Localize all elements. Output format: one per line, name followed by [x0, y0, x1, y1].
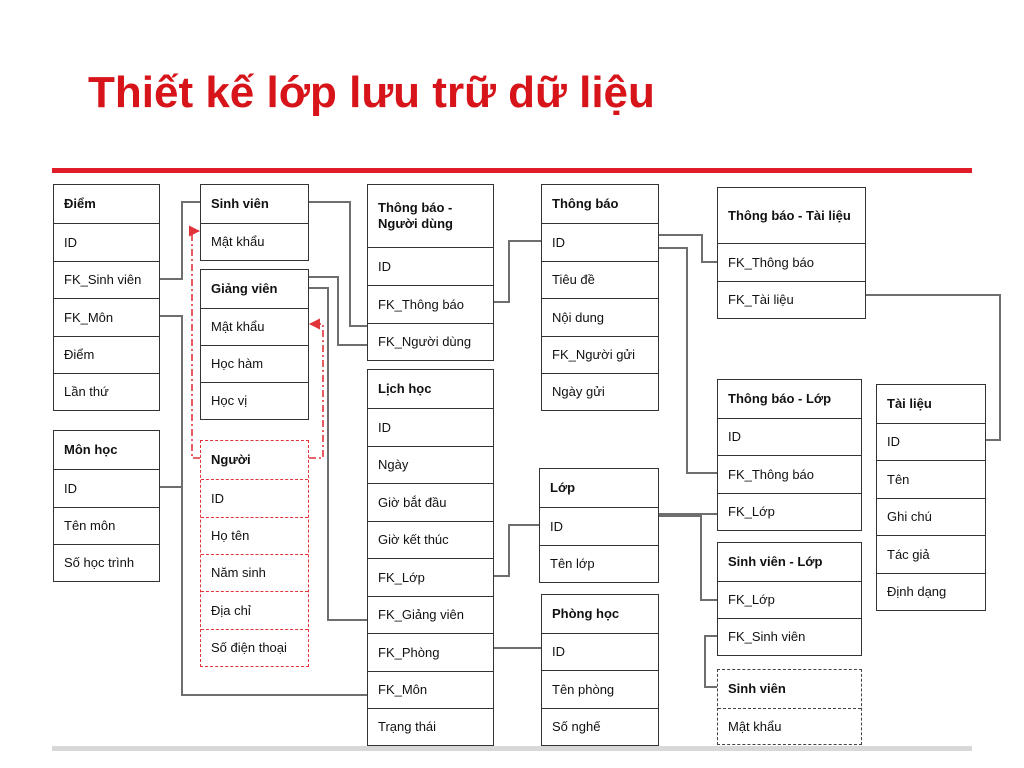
field-nguoi-nam-sinh: Năm sinh: [201, 554, 308, 591]
table-sinh-vien-ref[interactable]: [717, 669, 862, 745]
field-lich-hoc-trang-thai: Trạng thái: [368, 708, 493, 745]
table-sinh-vien-lop-header: Sinh viên - Lớp: [728, 554, 823, 569]
table-thong-bao[interactable]: [541, 184, 659, 411]
table-mon-hoc-header: Môn học: [64, 442, 118, 457]
connector-lichhoc-lop: [494, 525, 539, 576]
table-diem-header: Điểm: [64, 196, 96, 211]
field-tblop-id: ID: [718, 418, 861, 455]
table-thong-bao-lop-header: Thông báo - Lớp: [728, 391, 832, 406]
field-nguoi-id: ID: [201, 479, 308, 517]
table-lich-hoc-header: Lịch học: [378, 381, 432, 396]
field-tbtl-fk-thong-bao: FK_Thông báo: [718, 243, 865, 281]
table-giang-vien[interactable]: [200, 269, 309, 420]
field-diem-diem: Điểm: [54, 336, 159, 373]
table-sinh-vien-lop[interactable]: [717, 542, 862, 656]
field-sinh-vien-mat-khau: Mật khẩu: [201, 223, 308, 260]
field-lich-hoc-fk-giang-vien: FK_Giảng viên: [368, 596, 493, 633]
field-tbtl-fk-tai-lieu: FK_Tài liệu: [718, 281, 865, 318]
table-lop[interactable]: [539, 468, 659, 583]
inheritance-nguoi-sinhvien: [192, 231, 200, 458]
field-nguoi-dia-chi: Địa chỉ: [201, 591, 308, 629]
field-tbnd-fk-thong-bao: FK_Thông báo: [368, 285, 493, 323]
table-lich-hoc[interactable]: [367, 369, 494, 746]
field-tbnd-fk-nguoi-dung: FK_Người dùng: [368, 323, 493, 360]
field-giang-vien-mat-khau: Mật khẩu: [201, 308, 308, 345]
field-thong-bao-tieu-de: Tiêu đề: [542, 261, 658, 298]
inheritance-nguoi-giangvien: [309, 324, 323, 458]
field-svlop-fk-sinh-vien: FK_Sinh viên: [718, 618, 861, 655]
field-tai-lieu-id: ID: [877, 423, 985, 460]
table-sinh-vien[interactable]: [200, 184, 309, 261]
field-lop-ten-lop: Tên lớp: [540, 545, 658, 582]
field-phong-hoc-ten-phong: Tên phòng: [542, 670, 658, 708]
field-thong-bao-noi-dung: Nội dung: [542, 298, 658, 336]
field-svlop-fk-lop: FK_Lớp: [718, 581, 861, 618]
field-lich-hoc-fk-phong: FK_Phòng: [368, 633, 493, 671]
field-lich-hoc-fk-lop: FK_Lớp: [368, 558, 493, 596]
field-tbnd-id: ID: [368, 247, 493, 285]
field-mon-hoc-so-hoc-trinh: Số học trình: [54, 544, 159, 581]
connector-tbnd-thongbao: [494, 241, 541, 302]
table-diem[interactable]: [53, 184, 160, 411]
field-thong-bao-id: ID: [542, 223, 658, 261]
connector-diem-monhoc: [160, 316, 182, 487]
table-thong-bao-lop[interactable]: [717, 379, 862, 531]
field-thong-bao-fk-nguoi-gui: FK_Người gửi: [542, 336, 658, 373]
table-thong-bao-nguoi-dung[interactable]: [367, 184, 494, 361]
table-sinh-vien-ref-header: Sinh viên: [728, 681, 786, 696]
field-lich-hoc-gio-bat-dau: Giờ bắt đầu: [368, 483, 493, 521]
field-diem-id: ID: [54, 223, 159, 261]
field-tai-lieu-tac-gia: Tác giả: [877, 535, 985, 573]
field-nguoi-ho-ten: Họ tên: [201, 517, 308, 554]
field-diem-fk-sinh-vien: FK_Sinh viên: [54, 261, 159, 298]
connector-lop-svlop: [659, 516, 717, 600]
field-giang-vien-hoc-vi: Học vị: [201, 382, 308, 419]
field-tblop-fk-lop: FK_Lớp: [718, 493, 861, 530]
table-nguoi-header: Người: [211, 452, 251, 467]
connector-sv-svlop: [705, 636, 717, 687]
field-nguoi-so-dien-thoai: Số điện thoại: [201, 629, 308, 666]
table-nguoi[interactable]: [200, 440, 309, 667]
field-lop-id: ID: [540, 507, 658, 545]
field-sinh-vien-ref-mat-khau: Mật khẩu: [718, 708, 861, 744]
field-giang-vien-hoc-ham: Học hàm: [201, 345, 308, 382]
table-sinh-vien-header: Sinh viên: [211, 196, 269, 211]
connector-diem-sinhvien: [160, 202, 200, 279]
table-tai-lieu-header: Tài liệu: [887, 396, 932, 411]
field-diem-lan-thu: Lần thứ: [54, 373, 159, 410]
table-tai-lieu[interactable]: [876, 384, 986, 611]
field-phong-hoc-id: ID: [542, 633, 658, 670]
table-thong-bao-nguoi-dung-header: Thông báo - Người dùng: [378, 200, 453, 231]
table-thong-bao-header: Thông báo: [552, 196, 619, 211]
field-tai-lieu-ten: Tên: [877, 460, 985, 498]
table-lop-header: Lớp: [550, 480, 576, 495]
page-title: Thiết kế lớp lưu trữ dữ liệu: [88, 68, 655, 117]
field-mon-hoc-ten-mon: Tên môn: [54, 507, 159, 544]
footer-divider: [52, 746, 972, 751]
field-mon-hoc-id: ID: [54, 469, 159, 507]
connector-thongbao-tblop: [659, 248, 717, 473]
field-thong-bao-ngay-gui: Ngày gửi: [542, 373, 658, 410]
field-tblop-fk-thong-bao: FK_Thông báo: [718, 455, 861, 493]
table-phong-hoc-header: Phòng học: [552, 606, 620, 621]
field-tai-lieu-dinh-dang: Định dạng: [877, 573, 985, 610]
field-diem-fk-mon: FK_Môn: [54, 298, 159, 336]
field-lich-hoc-ngay: Ngày: [368, 446, 493, 483]
field-tai-lieu-ghi-chu: Ghi chú: [877, 498, 985, 535]
table-giang-vien-header: Giảng viên: [211, 281, 278, 296]
table-mon-hoc[interactable]: [53, 430, 160, 582]
table-thong-bao-tai-lieu[interactable]: [717, 187, 866, 319]
field-lich-hoc-fk-mon: FK_Môn: [368, 671, 493, 708]
field-lich-hoc-id: ID: [368, 408, 493, 446]
table-thong-bao-tai-lieu-header: Thông báo - Tài liệu: [728, 207, 851, 223]
field-phong-hoc-so-nghe: Số nghế: [542, 708, 658, 745]
field-lich-hoc-gio-ket-thuc: Giờ kết thúc: [368, 521, 493, 558]
table-phong-hoc[interactable]: [541, 594, 659, 746]
